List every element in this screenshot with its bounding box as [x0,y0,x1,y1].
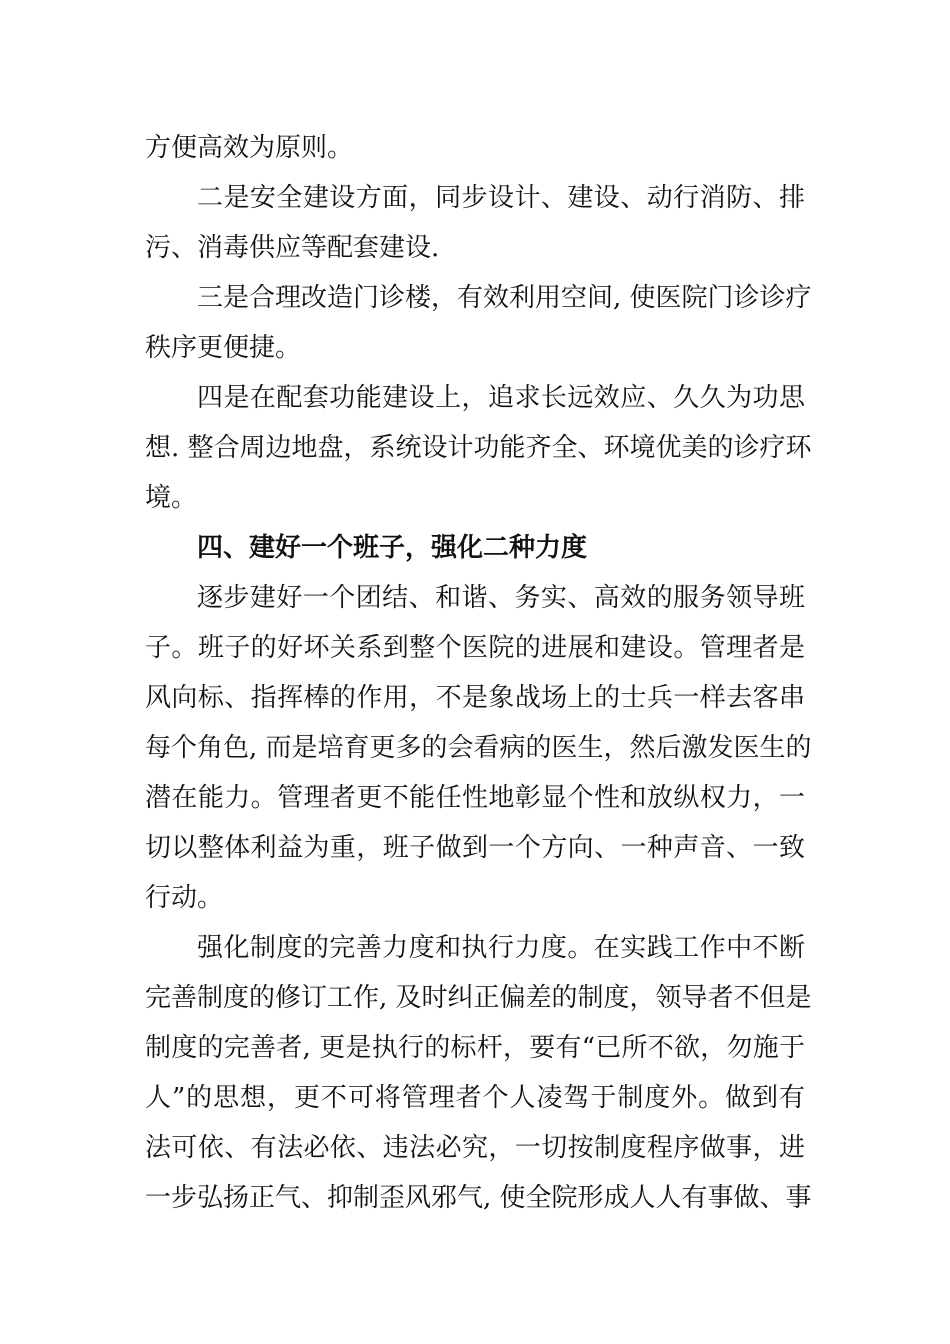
line-text: 人”的思想，更不可将管理者个人凌驾于制度外。做到有 [145,1083,805,1113]
text-line [0,1028,950,1068]
line-text: 风向标、指挥棒的作用，不是象战场上的士兵一样去客串 [145,683,805,713]
line-text: 制度的完善者, 更是执行的标杆，要有“已所不欲，勿施于 [145,1033,805,1063]
text-line [0,178,950,218]
text-line [0,978,950,1018]
line-text: 法可依、有法必依、违法必究，一切按制度程序做事，进 [145,1133,805,1163]
line-text: 切以整体利益为重，班子做到一个方向、一种声音、一致 [145,833,805,863]
text-line [0,378,950,418]
text-line [0,578,950,618]
line-text: 潜在能力。管理者更不能任性地彰显个性和放纵权力，一 [145,783,805,813]
text-line [0,678,950,718]
text-line [0,228,950,268]
text-line [0,1128,950,1168]
line-text: 方便高效为原则。 [145,133,354,163]
line-text: 逐步建好一个团结、和谐、务实、高效的服务领导班 [197,583,805,613]
line-text: 一步弘扬正气、抑制歪风邪气, 使全院形成人人有事做、事 [145,1183,812,1213]
text-line [0,828,950,868]
line-text: 二是安全建设方面，同步设计、建设、动行消防、排 [197,183,805,213]
line-text: 秩序更便捷。 [145,333,302,363]
text-line [0,1178,950,1218]
text-line [0,278,950,318]
text-line [0,1078,950,1118]
line-text: 完善制度的修订工作, 及时纠正偏差的制度，领导者不但是 [145,983,812,1013]
text-line [0,778,950,818]
line-text: 行动。 [145,883,224,913]
text-line [0,628,950,668]
text-line [0,728,950,768]
text-line [0,328,950,368]
heading-text: 四、建好一个班子，强化二种力度 [197,533,588,563]
text-line [0,928,950,968]
section-heading [0,528,950,568]
text-line [0,878,950,918]
line-text: 子。班子的好坏关系到整个医院的进展和建设。管理者是 [145,633,805,663]
line-text: 想. 整合周边地盘，系统设计功能齐全、环境优美的诊疗环 [145,433,812,463]
text-line [0,128,950,168]
text-line [0,428,950,468]
line-text: 四是在配套功能建设上，追求长远效应、久久为功思 [197,383,805,413]
line-text: 三是合理改造门诊楼，有效利用空间, 使医院门诊诊疗 [197,283,812,313]
line-text: 每个角色, 而是培育更多的会看病的医生，然后激发医生的 [145,733,812,763]
text-line [0,478,950,518]
line-text: 污、消毒供应等配套建设. [145,233,440,263]
line-text: 强化制度的完善力度和执行力度。在实践工作中不断 [197,933,805,963]
line-text: 境。 [145,483,198,513]
